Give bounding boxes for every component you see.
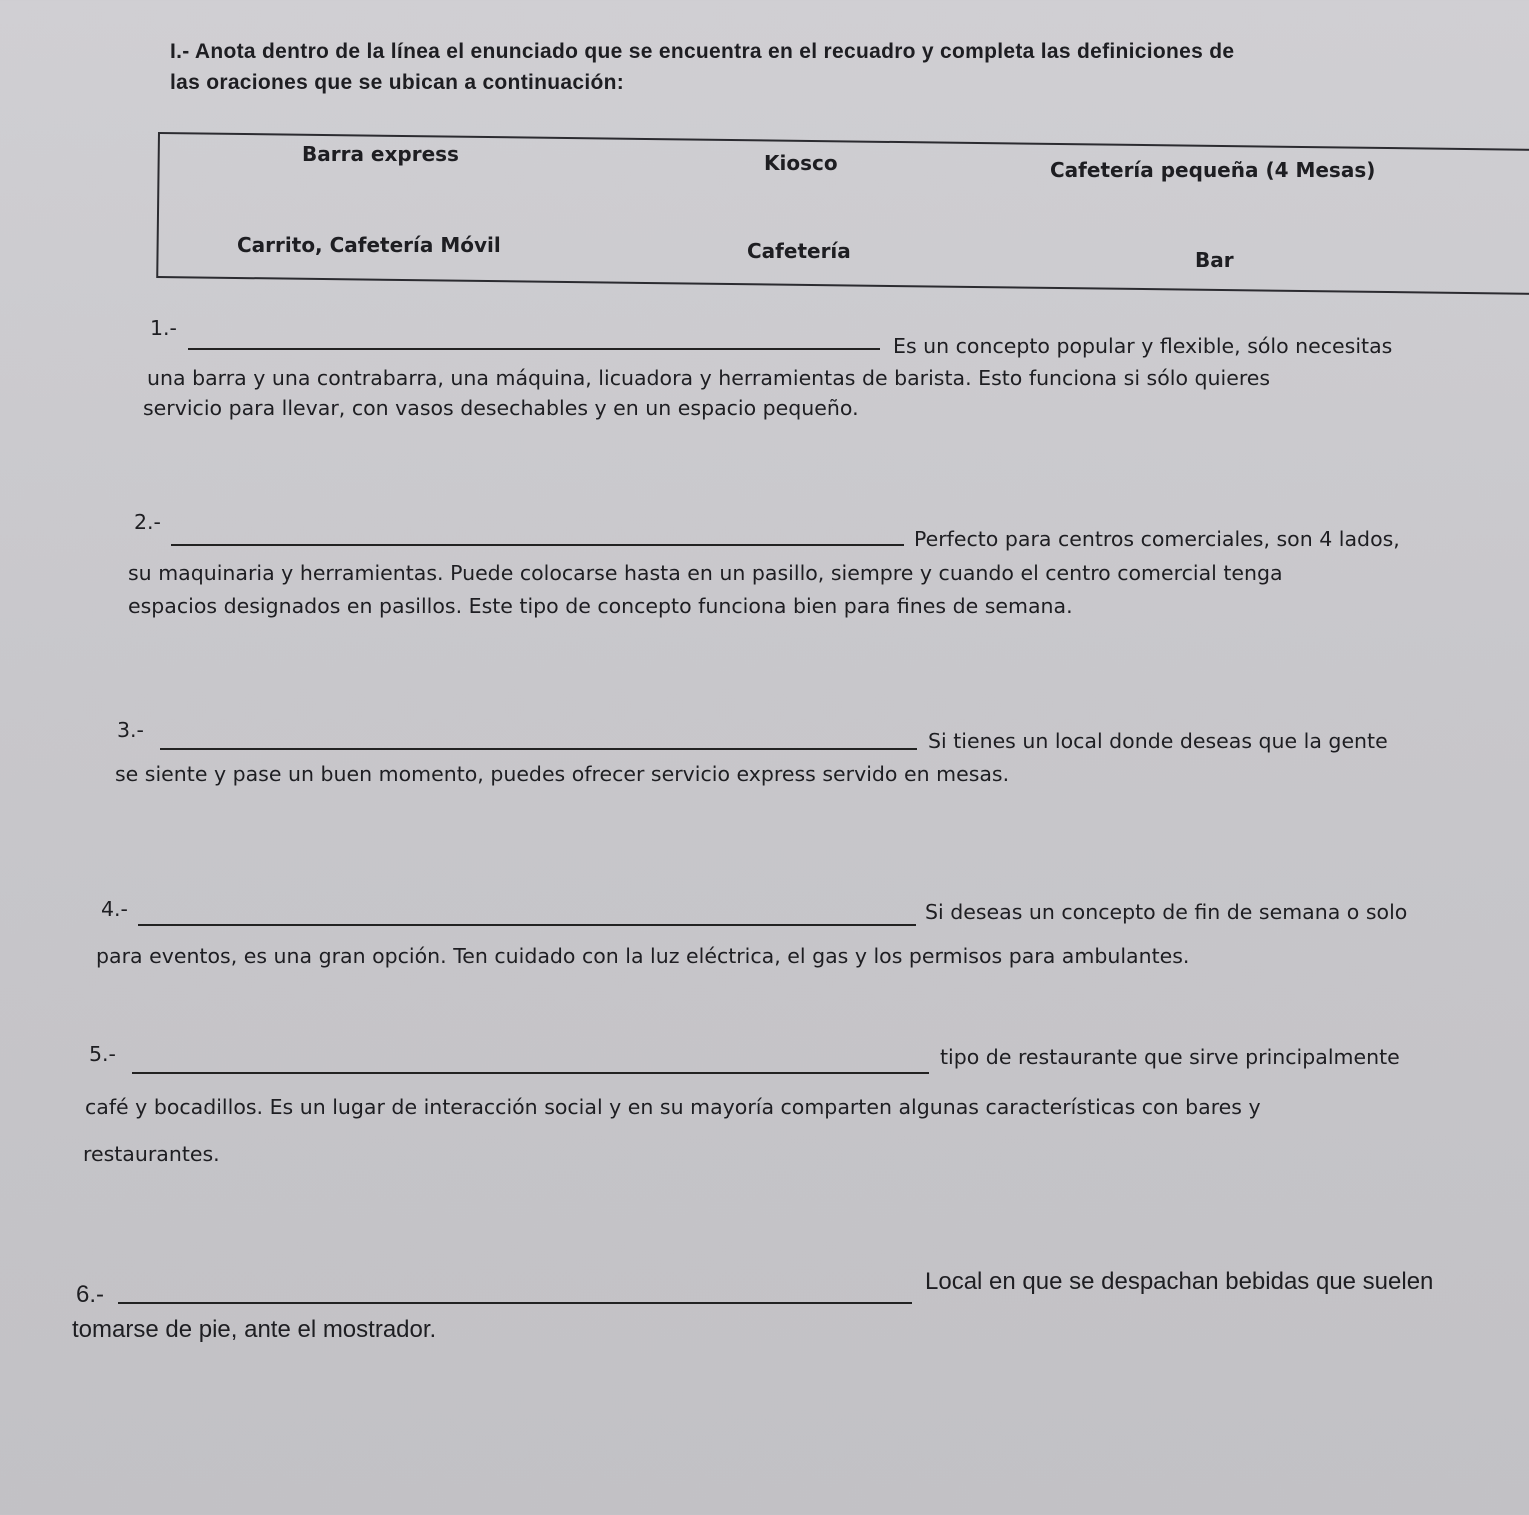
question-first-line: Es un concepto popular y flexible, sólo necesitas — [893, 334, 1393, 358]
question-line: servicio para llevar, con vasos desechables y en un espacio pequeño. — [143, 396, 859, 420]
word-bank-item: Cafetería pequeña (4 Mesas) — [1050, 158, 1376, 182]
question-number: 5.- — [89, 1042, 116, 1066]
question-first-line: Si tienes un local donde deseas que la gente — [928, 729, 1388, 753]
answer-blank-4[interactable] — [138, 904, 916, 926]
answer-blank-6[interactable] — [118, 1282, 912, 1304]
question-1 — [150, 316, 177, 340]
question-line: se siente y pase un buen momento, puedes ofrecer servicio express servido en mesas. — [115, 762, 1010, 786]
instructions-line-2: las oraciones que se ubican a continuación: — [170, 71, 625, 94]
word-bank-item: Bar — [1195, 248, 1234, 272]
word-bank-item: Cafetería — [747, 239, 851, 263]
question-first-line: Local en que se despachan bebidas que suelen — [925, 1268, 1434, 1295]
question-3 — [117, 718, 144, 742]
question-5 — [89, 1042, 116, 1066]
question-line: para eventos, es una gran opción. Ten cuidado con la luz eléctrica, el gas y los permisos para ambulantes. — [96, 944, 1190, 968]
question-line: tomarse de pie, ante el mostrador. — [72, 1316, 437, 1343]
question-line: espacios designados en pasillos. Este tipo de concepto funciona bien para fines de semana. — [128, 594, 1073, 618]
word-bank-item: Carrito, Cafetería Móvil — [237, 233, 501, 257]
answer-blank-1[interactable] — [188, 328, 880, 350]
question-first-line: Si deseas un concepto de fin de semana o solo — [925, 900, 1408, 924]
word-bank-item: Barra express — [302, 142, 459, 166]
answer-blank-5[interactable] — [132, 1052, 929, 1074]
question-6 — [76, 1281, 104, 1309]
question-number: 1.- — [150, 316, 177, 340]
question-4 — [101, 897, 128, 921]
question-first-line: tipo de restaurante que sirve principalmente — [940, 1045, 1400, 1069]
instructions-line-1: I.- Anota dentro de la línea el enunciado que se encuentra en el recuadro y completa las definiciones de — [170, 40, 1235, 63]
answer-blank-2[interactable] — [171, 524, 904, 546]
word-bank-item: Kiosco — [764, 151, 838, 175]
question-line: restaurantes. — [83, 1142, 220, 1166]
question-line: su maquinaria y herramientas. Puede colocarse hasta en un pasillo, siempre y cuando el centro comercial tenga — [128, 561, 1283, 585]
question-line: café y bocadillos. Es un lugar de interacción social y en su mayoría comparten algunas características con bares y — [85, 1095, 1261, 1119]
question-number: 3.- — [117, 718, 144, 742]
question-number: 2.- — [134, 510, 161, 534]
answer-blank-3[interactable] — [160, 728, 917, 750]
question-number: 6.- — [76, 1281, 105, 1308]
question-number: 4.- — [101, 897, 128, 921]
question-2 — [134, 510, 161, 534]
question-line: una barra y una contrabarra, una máquina, licuadora y herramientas de barista. Esto funciona si sólo quieres — [147, 366, 1271, 390]
question-first-line: Perfecto para centros comerciales, son 4 lados, — [914, 527, 1400, 551]
